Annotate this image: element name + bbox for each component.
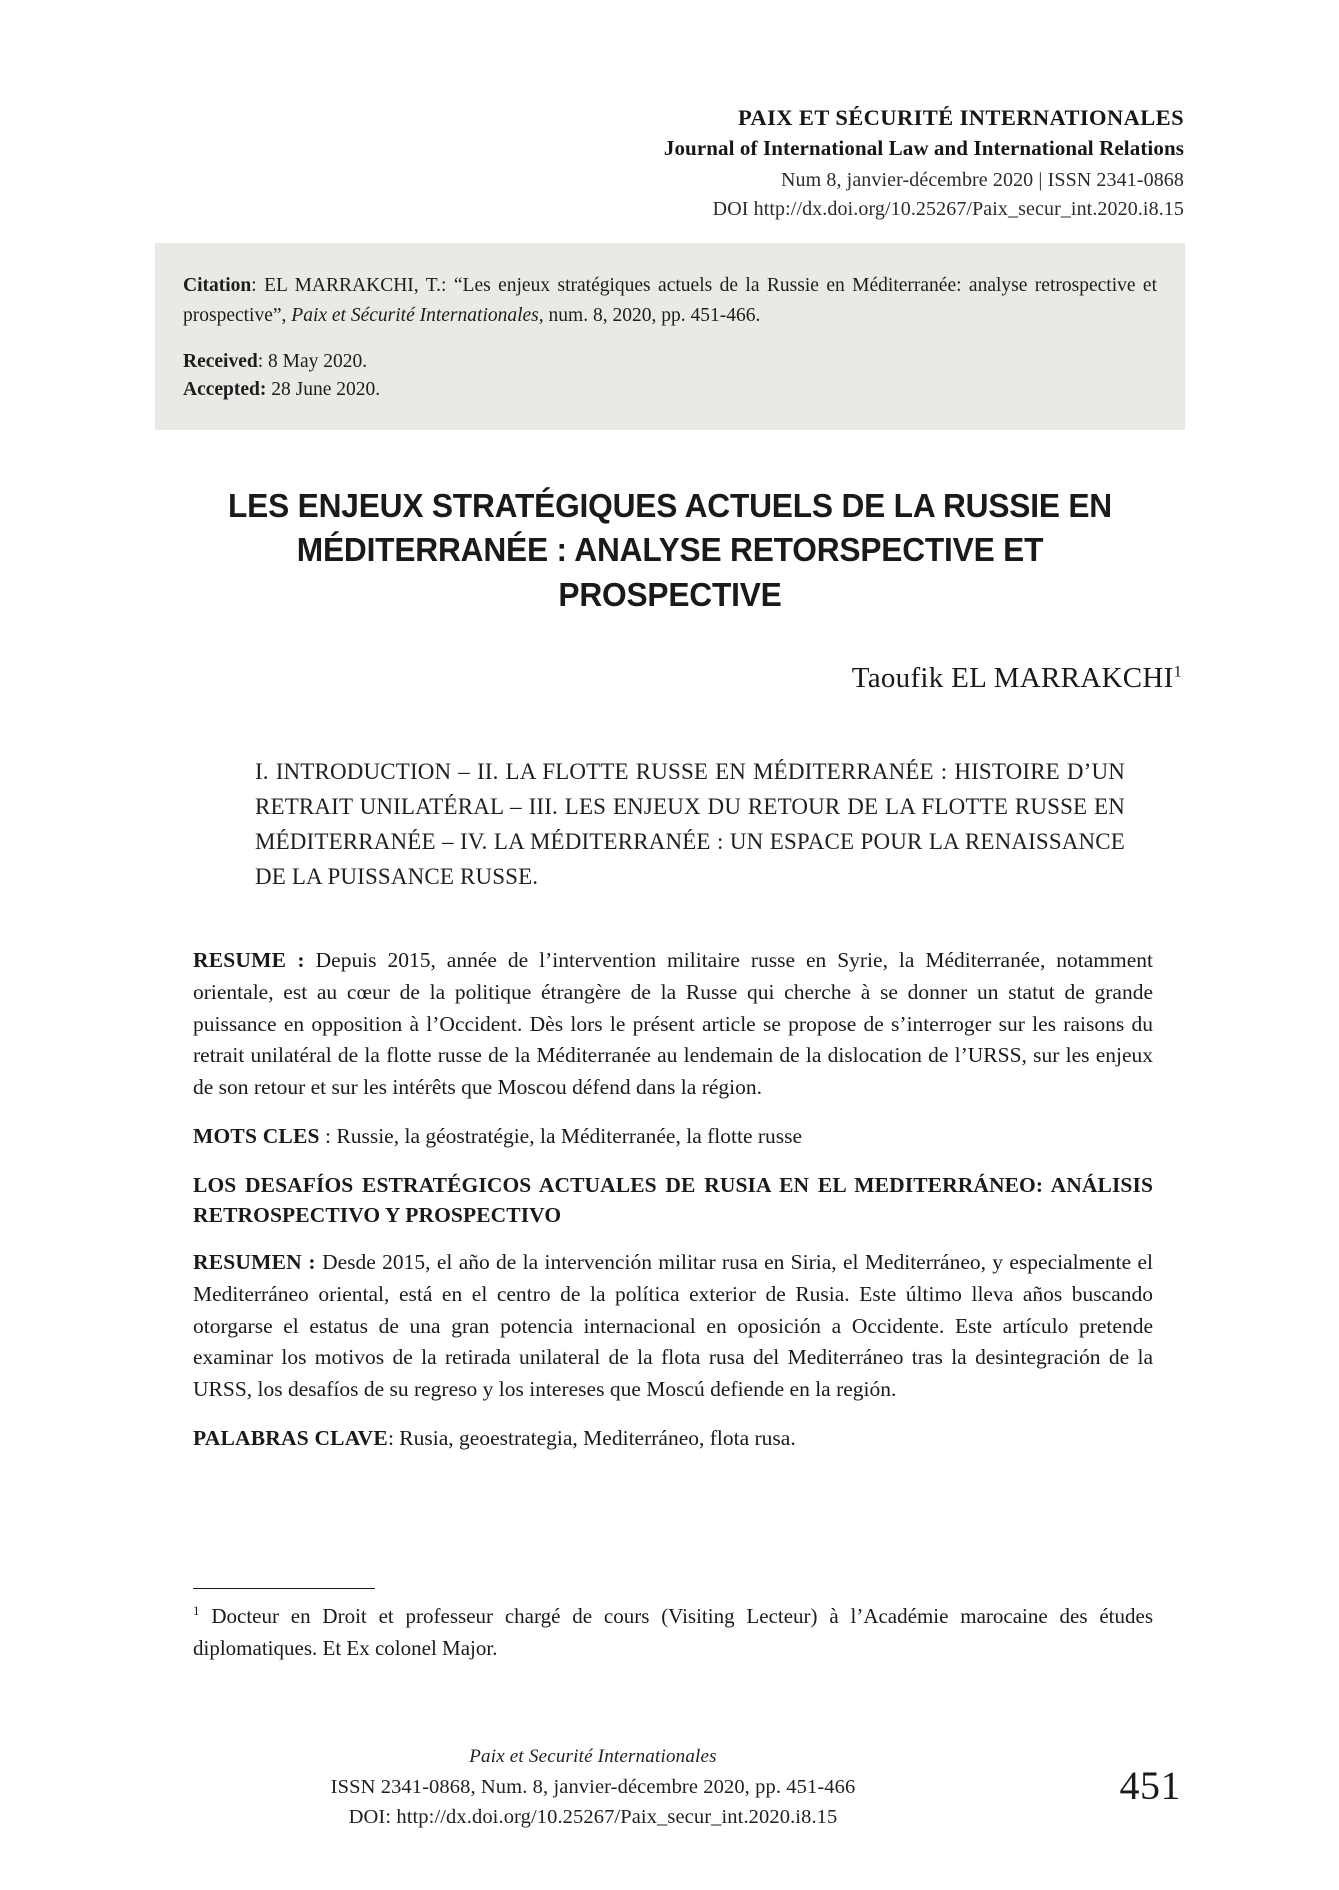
footnote-marker: 1: [193, 1603, 200, 1618]
palabras-clave-text: : Rusia, geoestrategia, Mediterráneo, flota rusa.: [387, 1425, 796, 1450]
mots-cles-text: : Russie, la géostratégie, la Méditerranée, la flotte russe: [319, 1124, 803, 1149]
resumen-text: Desde 2015, el año de la intervención militar rusa en Siria, el Mediterráneo, y especialmente el Mediterráneo oriental, está en el centro de la política exterior de Rusia. Este último lleva años buscando otorgarse el estatus de una gran potencia internacional en oposición a Occidente. Este artículo pretende examinar los motivos de la retirada unilateral de la flota rusa del Mediterráneo tras la desintegración de la URSS, los desafíos de su regreso y los intereses que Moscú defiende en la región.: [193, 1249, 1153, 1402]
mots-cles-paragraph: [193, 1121, 1153, 1153]
accepted-line: [183, 376, 1157, 404]
citation-label: Citation: [183, 275, 252, 296]
page-number: 451: [1119, 1763, 1181, 1808]
journal-name: PAIX ET SÉCURITÉ INTERNATIONALES: [737, 105, 1184, 130]
resume-text: Depuis 2015, année de l’intervention militaire russe en Syrie, la Méditerranée, notamment orientale, est au cœur de la politique étrangère de la Russe qui cherche à se donner un statut de grande puissance en opposition à l’Occident. Dès lors le présent article se propose de s’interroger sur les raisons du retrait unilatéral de la flotte russe de la Méditerranée au lendemain de la dislocation de l’URSS, sur les enjeux de son retour et sur les intérêts que Moscou défend dans la région.: [193, 948, 1153, 1100]
citation-text-part-1: : EL MARRAKCHI, T.: “Les enjeux stratégiques actuels de la Russie en Méditerranée: analyse retrospective et prospective”,: [183, 275, 1157, 326]
citation-box: [155, 243, 1185, 430]
journal-subtitle: Journal of International Law and International Relations: [663, 135, 1184, 160]
page-footer: [193, 1743, 993, 1833]
footer-issn-line: ISSN 2341-0868, Num. 8, janvier-décembre 2020, pp. 451-466: [330, 1775, 856, 1798]
footnote-body: Docteur en Droit et professeur chargé de cours (Visiting Lecteur) à l’Académie marocaine des études diplomatiques. Et Ex colonel Major.: [193, 1604, 1153, 1660]
author-line: [170, 662, 1182, 695]
resumen-paragraph: [193, 1247, 1153, 1406]
resumen-label: RESUMEN :: [193, 1249, 316, 1274]
article-title: LES ENJEUX STRATÉGIQUES ACTUELS DE LA RUSSIE EN MÉDITERRANÉE : ANALYSE RETORSPECTIVE ET PROSPECTIVE: [227, 487, 1113, 613]
masthead-doi-line: DOI http://dx.doi.org/10.25267/Paix_secur_int.2020.i8.15: [712, 198, 1184, 221]
abstract-section: [193, 945, 1153, 1455]
citation-text: [183, 271, 1157, 330]
footnote-separator-rule: [193, 1588, 375, 1589]
masthead: [464, 104, 1184, 224]
received-label: Received: [183, 351, 258, 373]
resume-label: RESUME :: [193, 948, 305, 972]
article-contents: I. INTRODUCTION – II. LA FLOTTE RUSSE EN MÉDITERRANÉE : HISTOIRE D’UN RETRAIT UNILATÉRAL – III. LES ENJEUX DU RETOUR DE LA FLOTTE RUSSE EN MÉDITERRANÉE – IV. LA MÉDITERRANÉE : UN ESPACE POUR LA RENAISSANCE DE LA PUISSANCE RUSSE.: [255, 759, 1125, 889]
mots-cles-label: MOTS CLES: [193, 1124, 320, 1149]
resume-paragraph: [193, 945, 1153, 1104]
palabras-clave-label: PALABRAS CLAVE: [193, 1425, 388, 1450]
spanish-title: LOS DESAFÍOS ESTRATÉGICOS ACTUALES DE RUSIA EN EL MEDITERRÁNEO: ANÁLISIS RETROSPECTIVO Y PROSPECTIVO: [193, 1172, 1153, 1228]
citation-journal-title: Paix et Sécurité Internationales: [291, 304, 539, 326]
footer-journal-name: Paix et Securité Internationales: [469, 1746, 717, 1767]
palabras-clave-paragraph: [193, 1423, 1153, 1455]
received-value: : 8 May 2020.: [257, 351, 368, 373]
accepted-label: Accepted:: [183, 378, 267, 400]
accepted-value: 28 June 2020.: [266, 378, 381, 400]
footer-doi-line: DOI: http://dx.doi.org/10.25267/Paix_secur_int.2020.i8.15: [348, 1806, 838, 1829]
issue-line: Num 8, janvier-décembre 2020 | ISSN 2341-0868: [780, 169, 1184, 192]
citation-text-part-2: , num. 8, 2020, pp. 451-466.: [538, 304, 761, 326]
received-line: [183, 348, 1157, 376]
author-footnote-marker: 1: [1173, 662, 1182, 681]
author-name: Taoufik EL MARRAKCHI: [851, 662, 1174, 694]
footnote-text: [193, 1601, 1153, 1664]
